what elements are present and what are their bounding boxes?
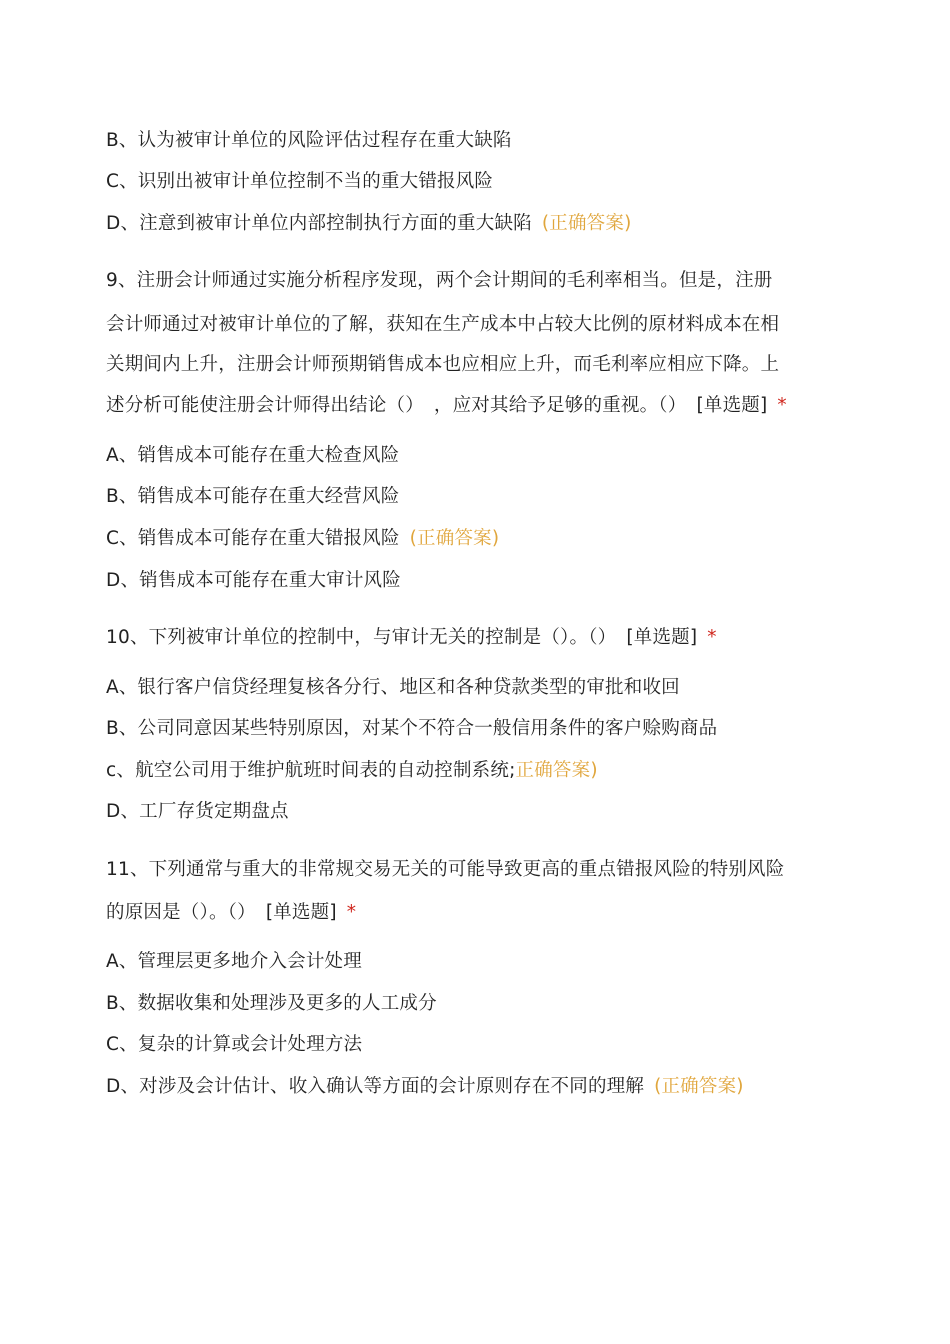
option-text: B、认为被审计单位的风险评估过程存在重大缺陷 (106, 130, 512, 151)
option-text: D、工厂存货定期盘点 (106, 801, 289, 822)
q11-text-line-2 (106, 900, 846, 926)
correct-answer-tag: 正确答案) (515, 760, 598, 781)
option-text: c、航空公司用于维护航班时间表的自动控制系统; (106, 760, 516, 781)
option-text: A、销售成本可能存在重大检查风险 (106, 445, 400, 466)
q10-option-b (106, 716, 846, 742)
q8-option-b (106, 128, 846, 154)
q9-text-line-3 (106, 352, 846, 378)
question-text: 11、下列通常与重大的非常规交易无关的可能导致更高的重点错报风险的特别风险 (106, 859, 785, 880)
q10-option-c (106, 758, 846, 784)
q9-option-c (106, 526, 846, 552)
q9-text-line-2 (106, 312, 846, 338)
q10-option-d (106, 799, 846, 825)
q11-option-d (106, 1074, 846, 1100)
required-mark: * (777, 395, 787, 416)
option-text: D、注意到被审计单位内部控制执行方面的重大缺陷 (106, 213, 532, 234)
q9-option-a (106, 443, 846, 469)
q9-text-line-1 (106, 268, 846, 294)
option-text: D、对涉及会计估计、收入确认等方面的会计原则存在不同的理解 (106, 1076, 645, 1097)
question-text: ，应对其给予足够的重视。（） (433, 395, 687, 416)
option-text: A、管理层更多地介入会计处理 (106, 951, 362, 972)
required-mark: * (346, 902, 357, 923)
question-type: [单选题] (626, 627, 698, 648)
correct-answer-tag: (正确答案) (654, 1076, 744, 1097)
q10-text (106, 625, 846, 651)
question-text: 述分析可能使注册会计师得出结论（） (106, 395, 424, 416)
q8-option-d (106, 211, 846, 237)
question-text: 9、注册会计师通过实施分析程序发现，两个会计期间的毛利率相当。但是，注册 (106, 270, 773, 291)
q9-option-d (106, 568, 846, 594)
option-text: C、识别出被审计单位控制不当的重大错报风险 (106, 171, 494, 192)
q11-text-line-1 (106, 857, 846, 883)
option-text: B、销售成本可能存在重大经营风险 (106, 486, 400, 507)
q9-option-b (106, 484, 846, 510)
option-text: C、销售成本可能存在重大错报风险 (106, 528, 400, 549)
q11-option-c (106, 1032, 846, 1058)
question-text: 10、下列被审计单位的控制中，与审计无关的控制是（）。（） (106, 627, 617, 648)
q10-option-a (106, 675, 846, 701)
option-text: B、公司同意因某些特别原因，对某个不符合一般信用条件的客户赊购商品 (106, 718, 718, 739)
correct-answer-tag: (正确答案) (409, 528, 500, 549)
option-text: A、银行客户信贷经理复核各分行、地区和各种贷款类型的审批和收回 (106, 677, 680, 698)
q9-text-line-4 (106, 393, 846, 419)
q11-option-a (106, 949, 846, 975)
option-text: C、复杂的计算或会计处理方法 (106, 1034, 363, 1055)
correct-answer-tag: (正确答案) (541, 213, 632, 234)
q11-option-b (106, 991, 846, 1017)
question-text: 会计师通过对被审计单位的了解，获知在生产成本中占较大比例的原材料成本在相 (106, 314, 780, 335)
q8-option-c (106, 169, 846, 195)
required-mark: * (707, 627, 717, 648)
question-type: [单选题] (265, 902, 337, 923)
option-text: B、数据收集和处理涉及更多的人工成分 (106, 993, 437, 1014)
question-text: 的原因是（）。（） (106, 902, 256, 923)
question-text: 关期间内上升，注册会计师预期销售成本也应相应上升，而毛利率应相应下降。上 (106, 354, 780, 375)
option-text: D、销售成本可能存在重大审计风险 (106, 570, 401, 591)
question-type: [单选题] (696, 395, 768, 416)
